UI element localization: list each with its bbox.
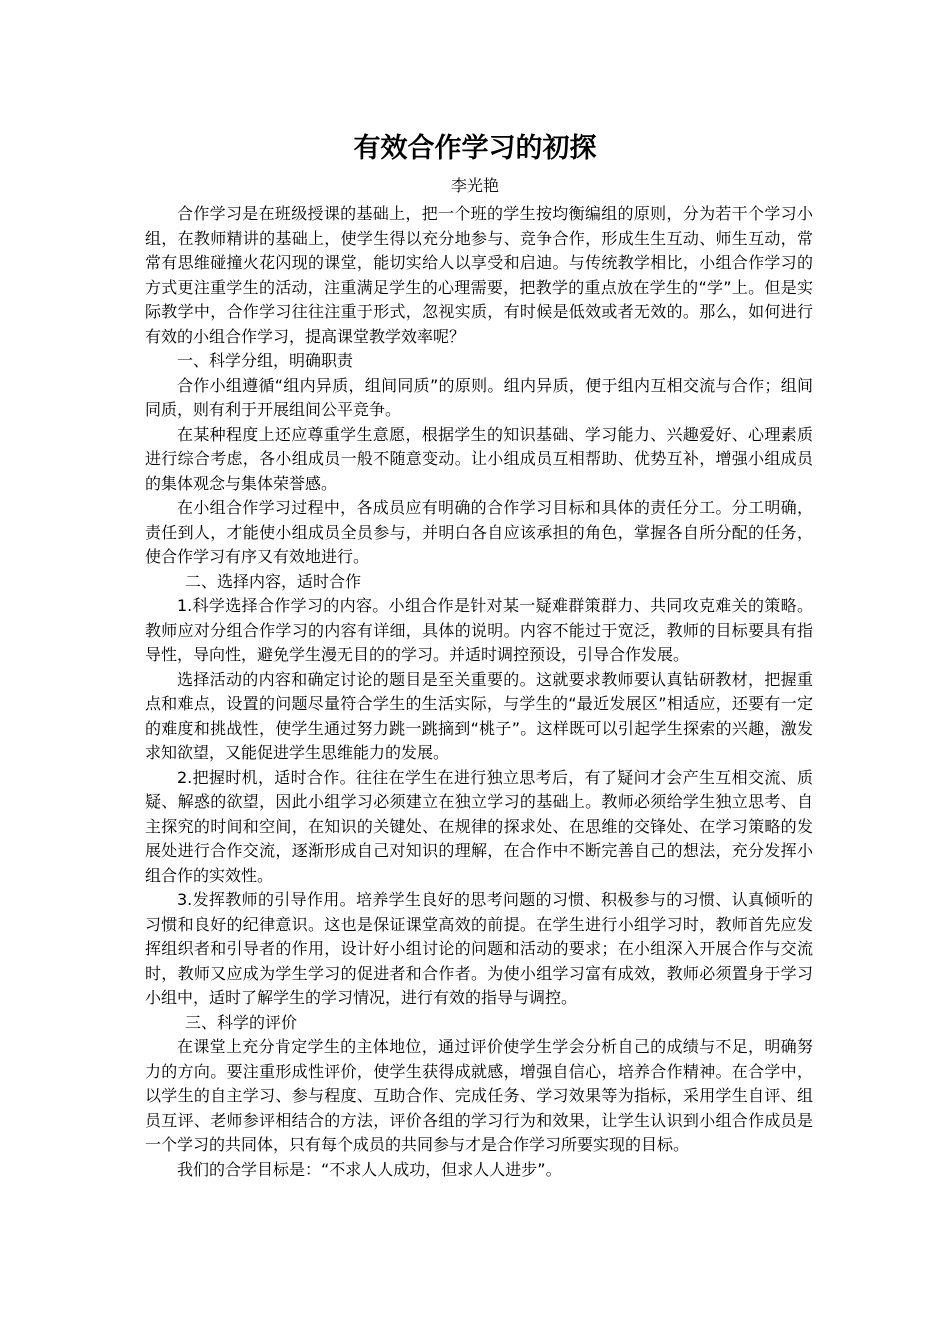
section-heading-2: 二、选择内容，适时合作 [185,571,362,591]
section2-paragraph-4: 3.发挥教师的引导作用。培养学生良好的思考问题的习惯、积极参与的习惯、认真倾听的习惯和良好的纪律意识。这也是保证课堂高效的前提。在学生进行小组学习时，教师首先应发挥组织者和引导者的作用，设计好小组讨论的问题和活动的要求；在小组深入开展合作与交流时，教师又应成为学生学习的促进者和合作者。为使小组学习富有成效，教师必须置身于学习小组中，适时了解学生的学习情况，进行有效的指导与调控。 [145,890,813,1007]
section1-paragraph-3: 在小组合作学习过程中，各成员应有明确的合作学习目标和具体的责任分工。分工明确，责任到人，才能使小组成员全员参与，并明白各自应该承担的角色，掌握各自所分配的任务，使合作学习有序又有效地进行。 [145,498,813,566]
section2-paragraph-1: 1.科学选择合作学习的内容。小组合作是针对某一疑难群策群力、共同攻克难关的策略。教师应对分组合作学习的内容有详细，具体的说明。内容不能过于宽泛，教师的目标要具有指导性，导向性，避免学生漫无目的的学习。并适时调控预设，引导合作发展。 [145,596,813,664]
document-title: 有效合作学习的初探 [353,133,597,164]
section3-paragraph-1: 在课堂上充分肯定学生的主体地位，通过评价使学生学会分析自己的成绩与不足，明确努力的方向。要注重形成性评价，使学生获得成就感，增强自信心，培养合作精神。在合学中，以学生的自主学习、参与程度、互助合作、完成任务、学习效果等为指标，采用学生自评、组员互评、老师参评相结合的方法，评价各组的学习行为和效果，让学生认识到小组合作成员是一个学习的共同体，只有每个成员的共同参与才是合作学习所要实现的目标。 [145,1037,813,1154]
section2-paragraph-2: 选择活动的内容和确定讨论的题目是至关重要的。这就要求教师要认真钻研教材，把握重点和难点，设置的问题尽量符合学生的生活实际，与学生的“最近发展区”相适应，还要有一定的难度和挑战性，使学生通过努力跳一跳摘到“桃子”。这样既可以引起学生探索的兴趣，激发求知欲望，又能促进学生思维能力的发展。 [145,669,813,762]
document-author: 李光艳 [450,176,499,195]
section-heading-3: 三、科学的评价 [185,1012,298,1032]
section1-paragraph-1: 合作小组遵循“组内异质，组间同质”的原则。组内异质，便于组内互相交流与合作；组间同质，则有利于开展组间公平竞争。 [145,375,813,419]
document-body [145,202,813,1182]
intro-paragraph: 合作学习是在班级授课的基础上，把一个班的学生按均衡编组的原则，分为若干个学习小组，在教师精讲的基础上，使学生得以充分地参与、竞争合作，形成生生互动、师生互动，常常有思维碰撞火花闪现的课堂，能切实给人以享受和启迪。与传统教学相比，小组合作学习的方式更注重学生的活动，注重满足学生的心理需要，把教学的重点放在学生的“学”上。但是实际教学中，合作学习往往注重于形式，忽视实质，有时候是低效或者无效的。那么，如何进行有效的小组合作学习，提高课堂教学效率呢？ [145,204,813,346]
section1-paragraph-2: 在某种程度上还应尊重学生意愿，根据学生的知识基础、学习能力、兴趣爱好、心理素质进行综合考虑，各小组成员一般不随意变动。让小组成员互相帮助、优势互补，增强小组成员的集体观念与集体荣誉感。 [145,424,813,493]
section-heading-1: 一、科学分组，明确职责 [177,351,354,370]
section2-paragraph-3: 2.把握时机，适时合作。往往在学生在进行独立思考后，有了疑问才会产生互相交流、质疑、解惑的欲望，因此小组学习必须建立在独立学习的基础上。教师必须给学生独立思考、自主探究的时间和空间，在知识的关键处、在规律的探求处、在思维的交锋处、在学习策略的发展处进行合作交流，逐渐形成自己对知识的理解，在合作中不断完善自己的想法，充分发挥小组合作的实效性。 [145,767,813,885]
section3-paragraph-2: 我们的合学目标是：“不求人人成功，但求人人进步”。 [177,1159,562,1179]
